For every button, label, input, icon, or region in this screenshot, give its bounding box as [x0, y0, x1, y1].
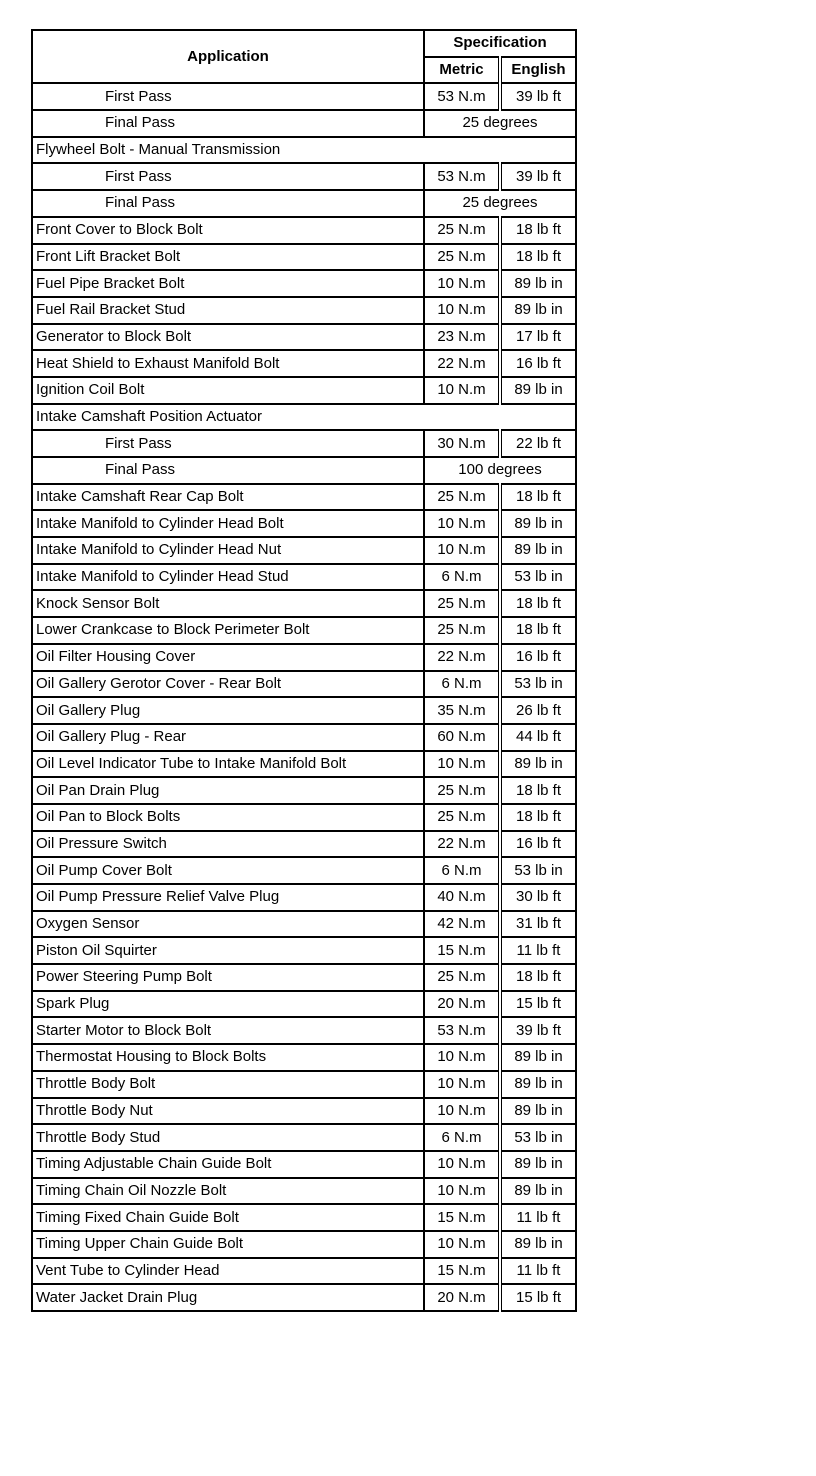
application-cell: Timing Fixed Chain Guide Bolt — [32, 1204, 424, 1231]
english-cell: 39 lb ft — [500, 83, 576, 110]
application-cell: Oil Pump Pressure Relief Valve Plug — [32, 884, 424, 911]
table-row — [32, 1124, 576, 1151]
table-row — [32, 857, 576, 884]
table-row — [32, 590, 576, 617]
english-cell: 18 lb ft — [500, 590, 576, 617]
english-cell: 22 lb ft — [500, 430, 576, 457]
table-row — [32, 697, 576, 724]
metric-cell: 6 N.m — [424, 1124, 500, 1151]
table-row — [32, 377, 576, 404]
application-cell: Lower Crankcase to Block Perimeter Bolt — [32, 617, 424, 644]
english-cell: 89 lb in — [500, 1044, 576, 1071]
table-row — [32, 964, 576, 991]
application-cell: Thermostat Housing to Block Bolts — [32, 1044, 424, 1071]
metric-cell: 25 N.m — [424, 964, 500, 991]
metric-cell: 35 N.m — [424, 697, 500, 724]
metric-cell: 10 N.m — [424, 1098, 500, 1125]
metric-cell: 15 N.m — [424, 937, 500, 964]
table-row — [32, 244, 576, 271]
english-cell: 39 lb ft — [500, 1017, 576, 1044]
metric-cell: 22 N.m — [424, 831, 500, 858]
application-cell: First Pass — [32, 83, 424, 110]
table-row — [32, 297, 576, 324]
application-cell: Intake Manifold to Cylinder Head Bolt — [32, 510, 424, 537]
table-row — [32, 350, 576, 377]
table-row — [32, 991, 576, 1018]
group-label-cell: Flywheel Bolt - Manual Transmission — [32, 137, 576, 164]
application-cell: First Pass — [32, 430, 424, 457]
application-cell: Oil Pan Drain Plug — [32, 777, 424, 804]
english-cell: 53 lb in — [500, 857, 576, 884]
metric-cell: 25 N.m — [424, 777, 500, 804]
metric-cell: 53 N.m — [424, 163, 500, 190]
table-body — [32, 83, 576, 1311]
application-cell: Heat Shield to Exhaust Manifold Bolt — [32, 350, 424, 377]
metric-cell: 42 N.m — [424, 911, 500, 938]
torque-spec-table — [31, 29, 577, 1312]
metric-cell: 20 N.m — [424, 991, 500, 1018]
english-cell: 39 lb ft — [500, 163, 576, 190]
table-row — [32, 457, 576, 484]
english-cell: 89 lb in — [500, 1098, 576, 1125]
metric-header: Metric — [424, 57, 500, 84]
application-cell: Timing Adjustable Chain Guide Bolt — [32, 1151, 424, 1178]
english-cell: 18 lb ft — [500, 484, 576, 511]
application-cell: Water Jacket Drain Plug — [32, 1284, 424, 1311]
table-row — [32, 564, 576, 591]
english-cell: 15 lb ft — [500, 1284, 576, 1311]
table-row — [32, 644, 576, 671]
metric-cell: 53 N.m — [424, 1017, 500, 1044]
metric-cell: 22 N.m — [424, 644, 500, 671]
application-cell: Oil Filter Housing Cover — [32, 644, 424, 671]
application-cell: Front Lift Bracket Bolt — [32, 244, 424, 271]
table-row — [32, 217, 576, 244]
application-cell: Power Steering Pump Bolt — [32, 964, 424, 991]
application-cell: Starter Motor to Block Bolt — [32, 1017, 424, 1044]
english-cell: 89 lb in — [500, 377, 576, 404]
application-cell: Oil Gallery Plug - Rear — [32, 724, 424, 751]
english-cell: 16 lb ft — [500, 831, 576, 858]
metric-cell: 60 N.m — [424, 724, 500, 751]
table-row — [32, 137, 576, 164]
metric-cell: 25 N.m — [424, 804, 500, 831]
header-row-top — [32, 30, 576, 57]
english-cell: 53 lb in — [500, 1124, 576, 1151]
english-cell: 44 lb ft — [500, 724, 576, 751]
english-cell: 11 lb ft — [500, 1204, 576, 1231]
table-row — [32, 404, 576, 431]
english-cell: 89 lb in — [500, 1071, 576, 1098]
application-header: Application — [32, 30, 424, 83]
english-cell: 89 lb in — [500, 537, 576, 564]
table-row — [32, 510, 576, 537]
application-cell: Oil Pressure Switch — [32, 831, 424, 858]
application-cell: Throttle Body Bolt — [32, 1071, 424, 1098]
metric-cell: 10 N.m — [424, 537, 500, 564]
english-cell: 53 lb in — [500, 564, 576, 591]
english-cell: 18 lb ft — [500, 777, 576, 804]
application-cell: Final Pass — [32, 110, 424, 137]
metric-cell: 10 N.m — [424, 1231, 500, 1258]
application-cell: Fuel Pipe Bracket Bolt — [32, 270, 424, 297]
application-cell: Throttle Body Stud — [32, 1124, 424, 1151]
table-header — [32, 30, 576, 83]
metric-cell: 53 N.m — [424, 83, 500, 110]
metric-cell: 10 N.m — [424, 1151, 500, 1178]
english-cell: 16 lb ft — [500, 350, 576, 377]
metric-cell: 6 N.m — [424, 857, 500, 884]
english-cell: 89 lb in — [500, 270, 576, 297]
english-cell: 53 lb in — [500, 671, 576, 698]
application-cell: Throttle Body Nut — [32, 1098, 424, 1125]
table-row — [32, 190, 576, 217]
english-cell: 11 lb ft — [500, 1258, 576, 1285]
table-row — [32, 724, 576, 751]
metric-cell: 25 N.m — [424, 217, 500, 244]
application-cell: Oil Pump Cover Bolt — [32, 857, 424, 884]
table-row — [32, 537, 576, 564]
english-cell: 89 lb in — [500, 510, 576, 537]
english-cell: 89 lb in — [500, 1151, 576, 1178]
application-cell: Fuel Rail Bracket Stud — [32, 297, 424, 324]
application-cell: Intake Manifold to Cylinder Head Stud — [32, 564, 424, 591]
table-row — [32, 110, 576, 137]
application-cell: First Pass — [32, 163, 424, 190]
application-cell: Oil Gallery Gerotor Cover - Rear Bolt — [32, 671, 424, 698]
application-cell: Vent Tube to Cylinder Head — [32, 1258, 424, 1285]
table-row — [32, 671, 576, 698]
english-cell: 17 lb ft — [500, 324, 576, 351]
table-row — [32, 777, 576, 804]
table-row — [32, 804, 576, 831]
spec-span-cell: 25 degrees — [424, 190, 576, 217]
group-label-cell: Intake Camshaft Position Actuator — [32, 404, 576, 431]
english-cell: 26 lb ft — [500, 697, 576, 724]
application-cell: Oil Gallery Plug — [32, 697, 424, 724]
table-row — [32, 1071, 576, 1098]
table-row — [32, 430, 576, 457]
metric-cell: 6 N.m — [424, 671, 500, 698]
english-cell: 89 lb in — [500, 1178, 576, 1205]
application-cell: Knock Sensor Bolt — [32, 590, 424, 617]
metric-cell: 6 N.m — [424, 564, 500, 591]
metric-cell: 10 N.m — [424, 297, 500, 324]
metric-cell: 10 N.m — [424, 1178, 500, 1205]
metric-cell: 25 N.m — [424, 484, 500, 511]
application-cell: Ignition Coil Bolt — [32, 377, 424, 404]
english-cell: 18 lb ft — [500, 804, 576, 831]
table-row — [32, 1098, 576, 1125]
specification-header: Specification — [424, 30, 576, 57]
spec-span-cell: 25 degrees — [424, 110, 576, 137]
english-cell: 89 lb in — [500, 297, 576, 324]
application-cell: Final Pass — [32, 457, 424, 484]
application-cell: Spark Plug — [32, 991, 424, 1018]
application-cell: Timing Upper Chain Guide Bolt — [32, 1231, 424, 1258]
table-row — [32, 1178, 576, 1205]
english-cell: 18 lb ft — [500, 244, 576, 271]
table-row — [32, 884, 576, 911]
metric-cell: 10 N.m — [424, 377, 500, 404]
metric-cell: 10 N.m — [424, 510, 500, 537]
application-cell: Generator to Block Bolt — [32, 324, 424, 351]
table-row — [32, 1151, 576, 1178]
metric-cell: 15 N.m — [424, 1258, 500, 1285]
table-row — [32, 937, 576, 964]
spec-span-cell: 100 degrees — [424, 457, 576, 484]
english-header: English — [500, 57, 576, 84]
metric-cell: 15 N.m — [424, 1204, 500, 1231]
english-cell: 18 lb ft — [500, 217, 576, 244]
metric-cell: 30 N.m — [424, 430, 500, 457]
metric-cell: 25 N.m — [424, 617, 500, 644]
table-row — [32, 83, 576, 110]
table-row — [32, 1044, 576, 1071]
table-row — [32, 324, 576, 351]
application-cell: Final Pass — [32, 190, 424, 217]
english-cell: 18 lb ft — [500, 964, 576, 991]
application-cell: Oil Pan to Block Bolts — [32, 804, 424, 831]
metric-cell: 40 N.m — [424, 884, 500, 911]
english-cell: 18 lb ft — [500, 617, 576, 644]
english-cell: 16 lb ft — [500, 644, 576, 671]
table-row — [32, 484, 576, 511]
table-row — [32, 911, 576, 938]
table-row — [32, 617, 576, 644]
metric-cell: 25 N.m — [424, 590, 500, 617]
table-row — [32, 1017, 576, 1044]
table-row — [32, 1258, 576, 1285]
table-row — [32, 751, 576, 778]
english-cell: 30 lb ft — [500, 884, 576, 911]
metric-cell: 10 N.m — [424, 270, 500, 297]
table-row — [32, 270, 576, 297]
metric-cell: 10 N.m — [424, 1044, 500, 1071]
application-cell: Intake Camshaft Rear Cap Bolt — [32, 484, 424, 511]
metric-cell: 25 N.m — [424, 244, 500, 271]
application-cell: Piston Oil Squirter — [32, 937, 424, 964]
application-cell: Intake Manifold to Cylinder Head Nut — [32, 537, 424, 564]
english-cell: 15 lb ft — [500, 991, 576, 1018]
table-row — [32, 831, 576, 858]
application-cell: Oxygen Sensor — [32, 911, 424, 938]
application-cell: Timing Chain Oil Nozzle Bolt — [32, 1178, 424, 1205]
application-cell: Oil Level Indicator Tube to Intake Manifold Bolt — [32, 751, 424, 778]
table-row — [32, 1284, 576, 1311]
application-cell: Front Cover to Block Bolt — [32, 217, 424, 244]
english-cell: 31 lb ft — [500, 911, 576, 938]
metric-cell: 23 N.m — [424, 324, 500, 351]
metric-cell: 22 N.m — [424, 350, 500, 377]
english-cell: 89 lb in — [500, 1231, 576, 1258]
table-row — [32, 163, 576, 190]
table-row — [32, 1204, 576, 1231]
table-row — [32, 1231, 576, 1258]
english-cell: 89 lb in — [500, 751, 576, 778]
metric-cell: 10 N.m — [424, 751, 500, 778]
english-cell: 11 lb ft — [500, 937, 576, 964]
metric-cell: 20 N.m — [424, 1284, 500, 1311]
metric-cell: 10 N.m — [424, 1071, 500, 1098]
